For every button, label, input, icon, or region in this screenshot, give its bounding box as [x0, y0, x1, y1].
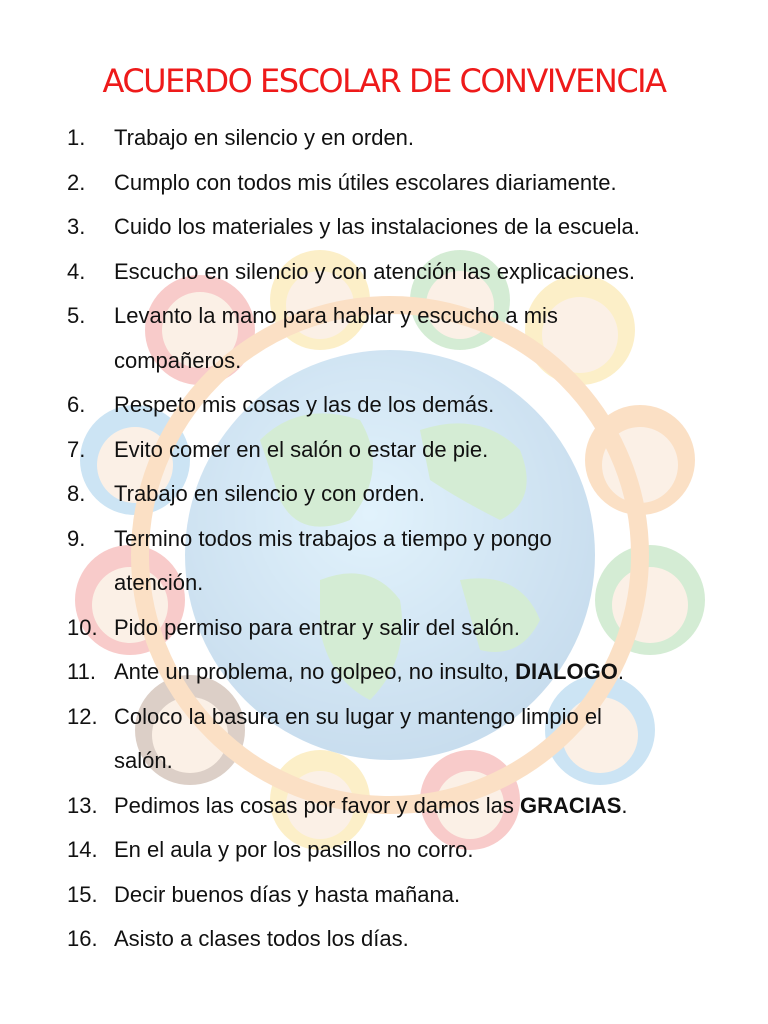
rule-number: 4. [67, 258, 86, 284]
list-item [0, 383, 734, 428]
list-item [0, 161, 734, 206]
rule-text-continuation: atención. [114, 570, 204, 595]
list-item [0, 606, 734, 651]
list-item [0, 784, 734, 829]
rule-text: Pedimos las cosas por favor y damos las [114, 792, 520, 818]
list-item [0, 517, 734, 606]
rule-text: Trabajo en silencio y con orden. [114, 481, 426, 506]
rule-text-continuation: compañeros. [114, 347, 242, 373]
list-item [0, 472, 734, 517]
rule-text-continuation: salón. [114, 748, 173, 773]
list-item [0, 205, 734, 250]
rule-text: Pido permiso para entrar y salir del salón. [114, 614, 520, 640]
rule-number: 11. [67, 659, 96, 684]
rule-number: 14. [67, 837, 98, 862]
rule-number: 7. [67, 436, 86, 462]
rule-punctuation: . [617, 659, 624, 684]
rule-text: Cumplo con todos mis útiles escolares diariamente. [114, 169, 617, 195]
rule-text: Evito comer en el salón o estar de pie. [114, 436, 489, 462]
rule-text: Coloco la basura en su lugar y mantengo limpio el [114, 703, 602, 729]
list-item [0, 116, 734, 161]
list-item [0, 294, 734, 383]
rule-text: Cuido los materiales y las instalaciones de la escuela. [114, 214, 640, 239]
rule-number: 3. [67, 214, 86, 239]
rule-number: 9. [67, 525, 86, 551]
rule-number: 8. [67, 481, 86, 506]
list-item [0, 428, 734, 473]
rule-text: Escucho en silencio y con atención las explicaciones. [114, 258, 635, 284]
rule-number: 5. [67, 303, 86, 328]
list-item [0, 650, 734, 695]
rule-number: 6. [67, 392, 86, 417]
list-item [0, 873, 734, 918]
rule-text: Trabajo en silencio y en orden. [114, 125, 415, 150]
rule-number: 10. [67, 614, 98, 640]
rule-text: Respeto mis cosas y las de los demás. [114, 392, 495, 417]
page-title: ACUERDO ESCOLAR DE CONVIVENCIA [102, 62, 666, 100]
rule-emphasis: DIALOGO [515, 659, 618, 684]
list-item [0, 250, 734, 295]
list-item [0, 917, 734, 962]
rule-number: 12. [67, 703, 98, 729]
rule-text: En el aula y por los pasillos no corro. [114, 837, 474, 862]
rule-text: Termino todos mis trabajos a tiempo y pongo [114, 525, 552, 551]
rule-number: 1. [67, 125, 86, 150]
rule-text: Levanto la mano para hablar y escucho a mis [114, 303, 558, 328]
rules-list [0, 116, 734, 962]
rule-number: 2. [67, 169, 86, 195]
list-item [0, 695, 734, 784]
rule-number: 13. [67, 792, 98, 818]
list-item [0, 828, 734, 873]
rule-punctuation: . [621, 792, 628, 818]
rule-number: 15. [67, 881, 98, 907]
rule-text: Decir buenos días y hasta mañana. [114, 881, 461, 907]
rule-emphasis: GRACIAS [519, 792, 622, 818]
rule-text: Asisto a clases todos los días. [114, 926, 409, 951]
rule-text: Ante un problema, no golpeo, no insulto, [114, 659, 516, 684]
rule-number: 16. [67, 926, 98, 951]
